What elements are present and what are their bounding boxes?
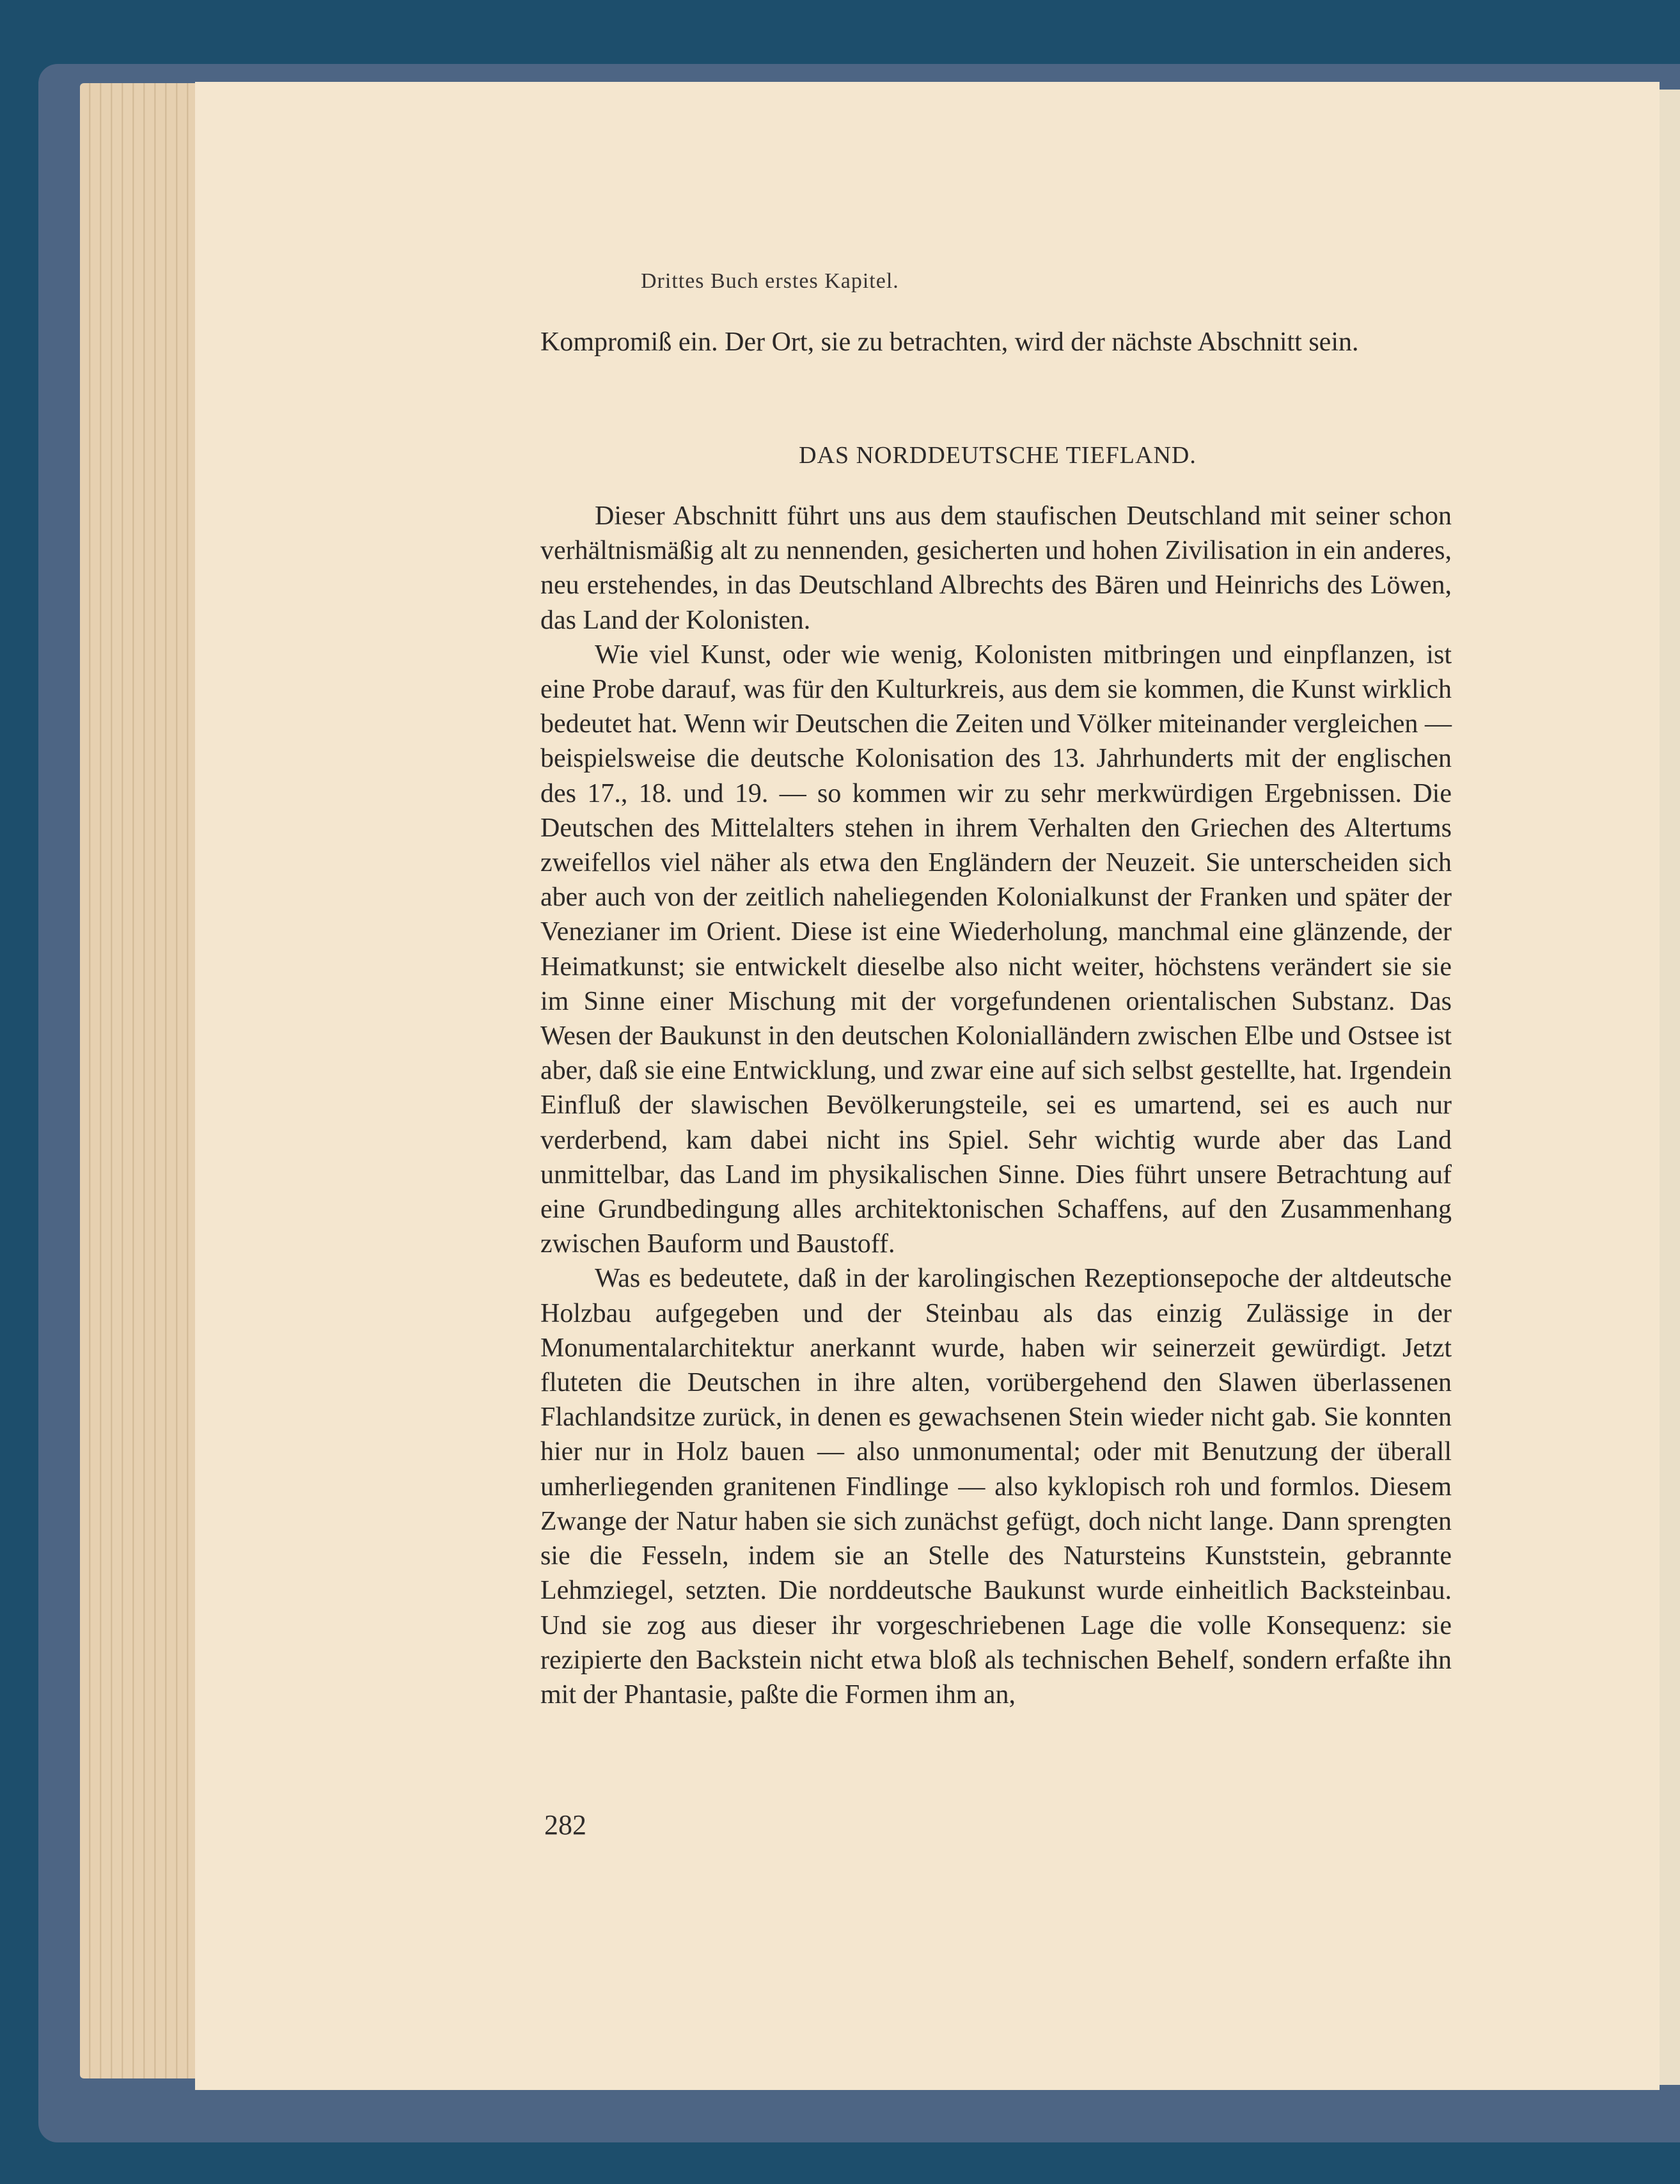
paragraph-3: Was es bedeutete, daß in der karolingischen Rezeptionsepoche der altdeutsche Holzbau aufgegeben und der Steinbau als das einzig Zulässige in der Monumentalarchitektur anerkannt wurde, haben wir seinerzeit gewürdigt. Jetzt fluteten die Deutschen in ihre alten, vorübergehend den Slawen überlassenen Flachlandsitze zurück, in denen es gewachsenen Stein wieder nicht gab. Sie konnten hier nur in Holz bauen — also unmonumental; oder mit Benutzung der überall umherliegenden granitenen Findlinge — also kyklopisch roh und formlos. Diesem Zwange der Natur haben sie sich zunächst gefügt, doch nicht lange. Dann sprengten sie die Fesseln, indem sie an Stelle des Natursteins Kunststein, gebrannte Lehmziegel, setzten. Die norddeutsche Baukunst wurde einheitlich Backsteinbau. Und sie zog aus dieser ihr vorgeschriebenen Lage die volle Konsequenz: sie rezipierte den Backstein nicht etwa bloß als technischen Behelf, sondern erfaßte ihn mit der Phantasie, paßte die Formen ihm an, xyxy=(540,1264,1452,1709)
section-heading: DAS NORDDEUTSCHE TIEFLAND. xyxy=(799,442,1197,469)
page-number: 282 xyxy=(544,1809,586,1841)
intro-paragraph xyxy=(540,325,1452,359)
paragraph-1: Dieser Abschnitt führt uns aus dem staufischen Deutschland mit seiner schon verhältnismäßig alt zu nennenden, gesicherten und hohen Zivilisation in ein anderes, neu erstehendes, in das Deutschland Albrechts des Bären und Heinrichs des Löwen, das Land der Kolonisten. xyxy=(540,501,1452,635)
paragraph-intro: Kompromiß ein. Der Ort, sie zu betrachten, wird der nächste Abschnitt sein. xyxy=(540,327,1359,357)
page-edges xyxy=(80,83,214,2078)
paragraph-2: Wie viel Kunst, oder wie wenig, Kolonisten mitbringen und einpflanzen, ist eine Probe darauf, was für den Kulturkreis, aus dem sie kommen, die Kunst wirklich bedeutet hat. Wenn wir Deutschen die Zeiten und Völker miteinander vergleichen — beispielsweise die deutsche Kolonisation des 13. Jahrhunderts mit der englischen des 17., 18. und 19. — so kommen wir zu sehr merkwürdigen Ergebnissen. Die Deutschen des Mittelalters stehen in ihrem Verhalten den Griechen des Altertums zweifellos viel näher als etwa den Engländern der Neuzeit. Sie unterscheiden sich aber auch von der zeitlich naheliegenden Kolonialkunst der Franken und später der Venezianer im Orient. Diese ist eine Wiederholung, manchmal eine glänzende, der Heimatkunst; sie entwickelt dieselbe also nicht weiter, höchstens verändert sie sie im Sinne einer Mischung mit der vorgefundenen orientalischen Substanz. Das Wesen der Baukunst in den deutschen Kolonialländern zwischen Elbe und Ostsee ist aber, daß sie eine Entwicklung, und zwar eine auf sich selbst gestellte, hat. Irgendein Einfluß der slawischen Bevölkerungsteile, sei es umartend, sei es auch nur verderbend, kam dabei nicht ins Spiel. Sehr wichtig wurde aber das Land unmittelbar, das Land im physikalischen Sinne. Dies führt unsere Betrachtung auf eine Grundbedingung alles architektonischen Schaffens, auf den Zusammenhang zwischen Bauform und Baustoff. xyxy=(540,640,1452,1259)
running-header: Drittes Buch erstes Kapitel. xyxy=(641,269,899,293)
body-text xyxy=(540,499,1452,1712)
facing-page-edge xyxy=(1660,90,1680,2085)
